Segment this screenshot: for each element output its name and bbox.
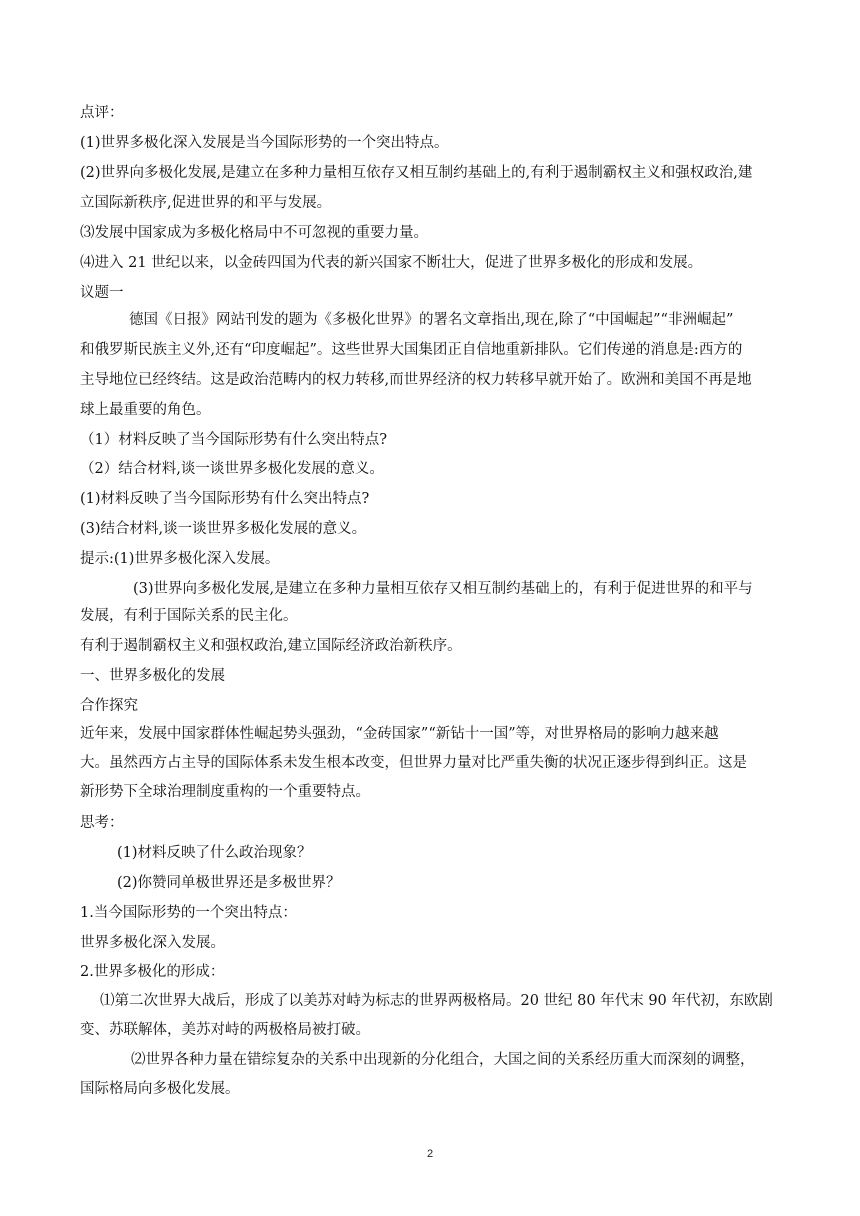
- text-line: 德国《日报》网站刊发的题为《多极化世界》的署名文章指出,现在,除了“中国崛起”“非洲崛起”: [129, 312, 734, 328]
- text-line: 1.当今国际形势的一个突出特点：: [80, 905, 297, 921]
- text-line: ⑵世界各种力量在错综复杂的关系中出现新的分化组合，大国之间的关系经历重大而深刻的调整，: [131, 1052, 755, 1068]
- text-line: (1)世界多极化深入发展是当今国际形势的一个突出特点。: [80, 135, 449, 151]
- text-line: 有利于遏制霸权主义和强权政治,建立国际经济政治新秩序。: [80, 638, 462, 654]
- text-line: 球上最重要的角色。: [80, 402, 211, 418]
- text-line: 新形势下全球治理制度重构的一个重要特点。: [80, 784, 370, 800]
- text-line: 主导地位已经终结。这是政治范畴内的权力转移,而世界经济的权力转移早就开始了。欧洲和美国不再是地: [80, 372, 752, 388]
- text-line: 立国际新秩序,促进世界的和平与发展。: [80, 195, 332, 211]
- question-line: (2)你赞同单极世界还是多极世界？: [117, 875, 341, 891]
- text-line: (3)世界向多极化发展,是建立在多种力量相互依存又相互制约基础上的，有利于促进世界的和平与: [133, 581, 753, 597]
- question-line: （1）材料反映了当今国际形势有什么突出特点?: [80, 432, 387, 448]
- question-line: (1)材料反映了什么政治现象？: [117, 845, 312, 861]
- text-line: 发展，有利于国际关系的民主化。: [80, 608, 298, 624]
- question-line: （2）结合材料,谈一谈世界多极化发展的意义。: [80, 461, 384, 477]
- question-line: (1)材料反映了当今国际形势有什么突出特点?: [80, 491, 370, 507]
- text-line: 2.世界多极化的形成：: [80, 964, 225, 980]
- text-line: 世界多极化深入发展。: [80, 935, 225, 951]
- text-line: 点评：: [80, 105, 124, 121]
- text-line: 变、苏联解体，美苏对峙的两极格局被打破。: [80, 1022, 370, 1038]
- page-number: 2: [426, 1148, 434, 1160]
- section-heading: 一、世界多极化的发展: [80, 668, 225, 684]
- text-line: (2)世界向多极化发展,是建立在多种力量相互依存又相互制约基础上的,有利于遏制霸权主义和强权政治,建: [80, 165, 753, 181]
- text-line: ⑷进入 21 世纪以来，以金砖四国为代表的新兴国家不断壮大，促进了世界多极化的形成和发展。: [80, 255, 703, 271]
- text-line: ⑶发展中国家成为多极化格局中不可忽视的重要力量。: [80, 225, 428, 241]
- text-line: ⑴第二次世界大战后，形成了以美苏对峙为标志的世界两极格局。20 世纪 80 年代末 90 年代初，东欧剧: [100, 993, 773, 1009]
- text-line: 思考：: [80, 815, 124, 831]
- text-line: 和俄罗斯民族主义外,还有“印度崛起”。这些世界大国集团正自信地重新排队。它们传递的消息是:西方的: [80, 342, 743, 358]
- text-line: 大。虽然西方占主导的国际体系未发生根本改变，但世界力量对比严重失衡的状况正逐步得到纠正。这是: [80, 755, 747, 771]
- section-heading: 合作探究: [80, 698, 138, 714]
- text-line: 提示:(1)世界多极化深入发展。: [80, 551, 280, 567]
- section-heading: 议题一: [80, 285, 124, 301]
- text-line: 国际格局向多极化发展。: [80, 1081, 240, 1097]
- question-line: (3)结合材料,谈一谈世界多极化发展的意义。: [80, 521, 367, 537]
- text-line: 近年来，发展中国家群体性崛起势头强劲，“金砖国家”“新钻十一国”等，对世界格局的影响力越来越: [80, 726, 719, 742]
